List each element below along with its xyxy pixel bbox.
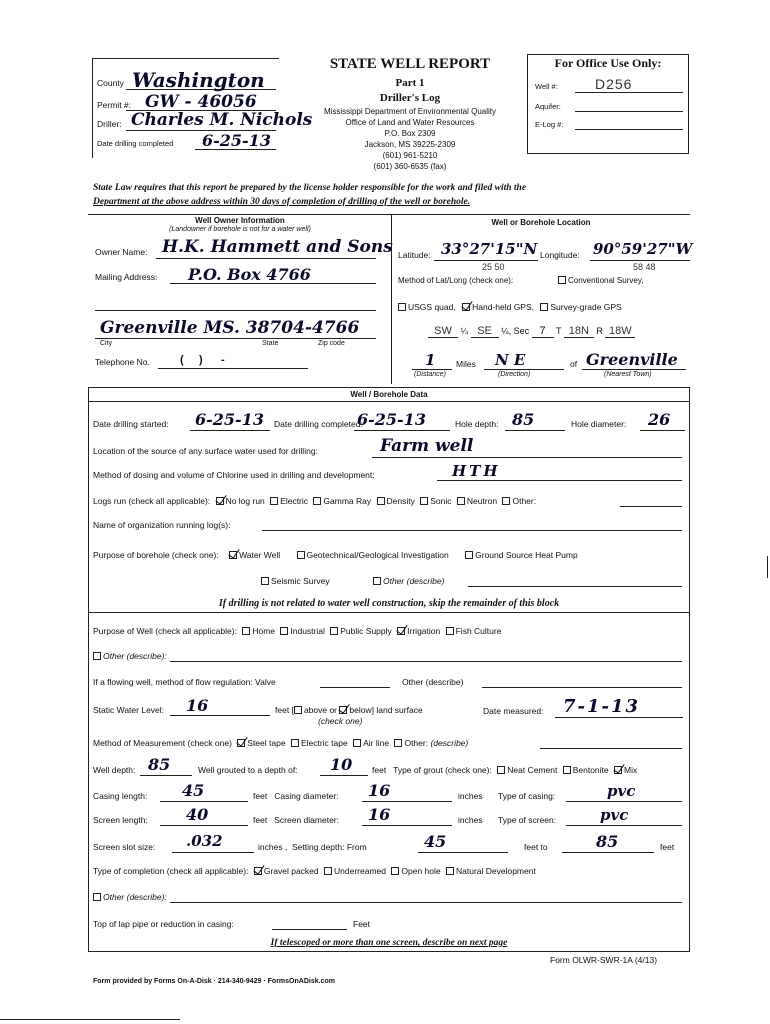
- seismic-option[interactable]: [261, 576, 330, 586]
- hole-depth-line: [505, 430, 565, 431]
- casing-diameter-label: feet Casing diameter:: [253, 791, 339, 801]
- handgps-label: Hand-held GPS,: [472, 302, 535, 312]
- well-data-title-rule: [88, 401, 690, 402]
- owner-section-note: (Landowner if borehole is not for a water well): [169, 226, 311, 233]
- other-completion-line[interactable]: [170, 902, 682, 903]
- city-line: [95, 338, 376, 339]
- natural-dev-checkbox[interactable]: [446, 867, 454, 875]
- distance-value[interactable]: 1: [425, 351, 436, 369]
- water-source-value[interactable]: Farm well: [380, 436, 474, 456]
- other-well-option[interactable]: [93, 651, 167, 661]
- logs-label: Logs run (check all applicable):: [93, 496, 211, 506]
- flow-label: If a flowing well, method of flow regulation: Valve: [93, 677, 276, 687]
- mailing-address-label: Mailing Address:: [95, 272, 158, 282]
- grout-type-row: [372, 765, 637, 775]
- other-purpose-checkbox[interactable]: [373, 577, 381, 585]
- casing-type-value[interactable]: pvc: [607, 782, 636, 800]
- owner-name-line: [156, 258, 376, 259]
- completed-date-value[interactable]: 6-25-13: [357, 410, 426, 429]
- quarter2-value[interactable]: SE: [471, 325, 499, 338]
- flow-valve-line[interactable]: [320, 687, 390, 688]
- quarter-section-row: [428, 325, 635, 338]
- other-method-describe: (describe): [430, 738, 469, 748]
- completion-label: Type of completion (check all applicable):: [93, 866, 249, 876]
- screen-inches-label: inches: [458, 815, 483, 825]
- below-checkbox[interactable]: [339, 706, 347, 714]
- density-label: Density: [386, 496, 415, 506]
- screen-length-value[interactable]: 40: [186, 805, 209, 824]
- geotech-checkbox[interactable]: [297, 551, 305, 559]
- well-depth-line: [140, 775, 192, 776]
- air-line-checkbox[interactable]: [353, 739, 361, 747]
- geotech-label: Geotechnical/Geological Investigation: [306, 550, 449, 560]
- completed-date-label: Date drilling completed:: [274, 419, 363, 429]
- location-section-title: Well or Borehole Location: [491, 218, 591, 227]
- date-completed-value[interactable]: 6-25-13: [202, 131, 271, 150]
- public-supply-checkbox[interactable]: [330, 627, 338, 635]
- direction-line: [484, 369, 564, 370]
- other-method-label: Other:: [404, 738, 429, 748]
- date-measured-line: [555, 717, 683, 718]
- other-well-label: Other (describe):: [103, 651, 167, 661]
- no-log-checkbox[interactable]: [216, 497, 224, 505]
- longitude-label: Longitude:: [540, 250, 580, 260]
- gravel-packed-checkbox[interactable]: [254, 867, 262, 875]
- skip-rule: [88, 612, 690, 613]
- fish-culture-checkbox[interactable]: [446, 627, 454, 635]
- below-label: below: [349, 705, 372, 715]
- neutron-label: Neutron: [466, 496, 498, 506]
- section-value[interactable]: 7: [532, 325, 554, 338]
- industrial-checkbox[interactable]: [280, 627, 288, 635]
- grouted-line: [320, 775, 368, 776]
- direction-label: (Direction): [498, 371, 531, 378]
- permit-value[interactable]: GW - 46056: [145, 92, 257, 112]
- neat-cement-label: Neat Cement: [507, 765, 558, 775]
- seismic-label: Seismic Survey: [271, 576, 330, 586]
- purpose-well-row: [93, 626, 501, 636]
- distance-label: (Distance): [414, 371, 446, 378]
- static-feet-label: feet: [275, 705, 290, 715]
- well-data-section-title: Well / Borehole Data: [350, 390, 428, 399]
- other-completion-checkbox[interactable]: [93, 893, 101, 901]
- town-value[interactable]: Greenville: [586, 350, 678, 369]
- static-level-units: [275, 705, 423, 715]
- method-conventional[interactable]: [558, 276, 643, 285]
- below-bracket: ]: [371, 705, 374, 715]
- seismic-checkbox[interactable]: [261, 577, 269, 585]
- conventional-checkbox[interactable]: [558, 276, 566, 284]
- above-label: above or: [303, 705, 338, 715]
- form-number: Form OLWR-SWR-1A (4/13): [550, 955, 658, 965]
- start-date-value[interactable]: 6-25-13: [195, 410, 264, 429]
- latitude-value[interactable]: 33°27'15"N: [441, 240, 538, 258]
- purpose-borehole-row: [93, 550, 578, 560]
- industrial-label: Industrial: [290, 626, 325, 636]
- township-label: T: [555, 326, 562, 336]
- other-completion-label: Other (describe):: [103, 892, 167, 902]
- land-surface-label: land surface: [376, 705, 423, 715]
- distance-line: [412, 369, 452, 370]
- other-completion-option[interactable]: [93, 892, 167, 902]
- steel-tape-label: Steel tape: [247, 738, 286, 748]
- hole-diameter-value[interactable]: 26: [648, 410, 671, 429]
- static-level-value[interactable]: 16: [186, 696, 209, 715]
- purpose-well-label: Purpose of Well (check all applicable):: [93, 626, 237, 636]
- right-edge-mark: [767, 556, 768, 578]
- agency-office: Office of Land and Water Resources: [345, 118, 475, 127]
- other-method-checkbox[interactable]: [394, 739, 402, 747]
- heat-pump-label: Ground Source Heat Pump: [475, 550, 578, 560]
- grouted-value[interactable]: 10: [330, 755, 353, 774]
- gamma-checkbox[interactable]: [313, 497, 321, 505]
- notice-line-1: State Law requires that this report be prepared by the license holder responsible for the work and filed with the: [93, 183, 527, 193]
- bentonite-checkbox[interactable]: [563, 766, 571, 774]
- public-supply-label: Public Supply: [340, 626, 392, 636]
- check-one-note: (check one): [318, 716, 363, 726]
- casing-diameter-value[interactable]: 16: [368, 781, 391, 800]
- longitude-line: [590, 260, 690, 261]
- driller-value[interactable]: Charles M. Nichols: [131, 110, 313, 130]
- measurement-row: [93, 738, 468, 748]
- range-value[interactable]: 18W: [605, 325, 635, 338]
- well-number-label: Well #:: [535, 82, 558, 91]
- chlorine-line: [437, 480, 682, 481]
- report-subtitle: Driller's Log: [379, 92, 441, 104]
- screen-type-line: [566, 825, 682, 826]
- casing-type-line: [566, 801, 682, 802]
- owner-name-value[interactable]: H.K. Hammett and Sons: [162, 237, 393, 257]
- well-number-line: [575, 92, 683, 93]
- agency-address2: Jackson, MS 39225-2309: [364, 140, 456, 149]
- surveygps-checkbox[interactable]: [540, 303, 548, 311]
- county-value[interactable]: Washington: [132, 68, 265, 92]
- casing-length-label: Casing length:: [93, 791, 148, 801]
- zip-label: Zip code: [318, 340, 345, 347]
- measurement-label: Method of Measurement (check one): [93, 738, 232, 748]
- bentonite-label: Bentonite: [572, 765, 609, 775]
- feet-to-label: feet to: [524, 842, 548, 852]
- completed-date-line: [354, 430, 450, 431]
- gamma-label: Gamma Ray: [323, 496, 372, 506]
- screen-diameter-line: [362, 825, 452, 826]
- well-depth-label: Well depth:: [93, 765, 136, 775]
- casing-length-value[interactable]: 45: [182, 781, 205, 800]
- purpose-borehole-label: Purpose of borehole (check one):: [93, 550, 219, 560]
- static-level-label: Static Water Level:: [93, 705, 165, 715]
- usgs-label: USGS quad,: [408, 302, 456, 312]
- casing-inches-label: inches: [458, 791, 483, 801]
- irrigation-label: Irrigation: [407, 626, 441, 636]
- township-value[interactable]: 18N: [564, 325, 594, 338]
- well-number-value[interactable]: D256: [595, 76, 633, 92]
- bottom-edge-rule: [0, 1019, 180, 1020]
- town-label: (Nearest Town): [604, 371, 652, 378]
- grout-type-label: feet Type of grout (check one):: [372, 765, 492, 775]
- aquifer-line[interactable]: [575, 111, 683, 112]
- open-hole-label: Open hole: [401, 866, 441, 876]
- state-label: State: [262, 340, 279, 347]
- direction-value[interactable]: N E: [495, 351, 526, 369]
- static-level-line: [170, 715, 270, 716]
- aquifer-label: Aquifer:: [535, 102, 561, 111]
- completion-row: [93, 866, 536, 876]
- well-depth-value[interactable]: 85: [148, 755, 171, 774]
- setting-to-line: [562, 852, 654, 853]
- fish-culture-label: Fish Culture: [455, 626, 502, 636]
- address-line-2: [95, 310, 376, 311]
- heat-pump-checkbox[interactable]: [465, 551, 473, 559]
- neat-cement-checkbox[interactable]: [497, 766, 505, 774]
- log-org-line[interactable]: [262, 530, 682, 531]
- setting-depth-label: inches , Setting depth: From: [258, 842, 367, 852]
- log-org-label: Name of organization running log(s):: [93, 520, 231, 530]
- air-line-label: Air line: [363, 738, 390, 748]
- screen-length-line: [160, 825, 248, 826]
- agency-fax: (601) 360-6535 (fax): [373, 162, 447, 171]
- logs-row: [93, 496, 536, 506]
- owner-section-title: Well Owner Information: [195, 216, 285, 225]
- latlong-method-label: Method of Lat/Long (check one):: [398, 276, 514, 285]
- other-method-line[interactable]: [540, 748, 682, 749]
- elog-line[interactable]: [575, 129, 683, 130]
- office-use-title: For Office Use Only:: [554, 56, 662, 70]
- of-label: of: [570, 359, 578, 369]
- setting-feet-label: feet: [660, 842, 675, 852]
- underreamed-checkbox[interactable]: [324, 867, 332, 875]
- casing-type-label: Type of casing:: [498, 791, 556, 801]
- elog-label: E-Log #:: [535, 120, 564, 129]
- chlorine-label: Method of dosing and volume of Chlorine used in drilling and development:: [93, 470, 375, 480]
- screen-type-value[interactable]: pvc: [600, 806, 629, 824]
- start-date-line: [190, 430, 270, 431]
- conventional-label: Conventional Survey,: [568, 276, 644, 285]
- open-hole-checkbox[interactable]: [391, 867, 399, 875]
- home-label: Home: [252, 626, 276, 636]
- permit-label: Permit #:: [97, 100, 132, 110]
- longitude-alt-value[interactable]: 58 48: [633, 262, 656, 272]
- water-source-line: [372, 457, 682, 458]
- sonic-label: Sonic: [430, 496, 452, 506]
- quarter1-value[interactable]: SW: [428, 325, 458, 338]
- irrigation-checkbox[interactable]: [397, 627, 405, 635]
- telescoped-note: If telescoped or more than one screen, describe on next page: [270, 938, 508, 948]
- handgps-checkbox[interactable]: [462, 303, 470, 311]
- electric-tape-checkbox[interactable]: [291, 739, 299, 747]
- water-well-checkbox[interactable]: [229, 551, 237, 559]
- setting-from-line: [418, 852, 508, 853]
- lap-feet-label: Feet: [353, 919, 371, 929]
- telephone-value[interactable]: ( ) -: [180, 354, 225, 366]
- start-date-label: Date drilling started:: [93, 419, 169, 429]
- grouted-label: Well grouted to a depth of:: [198, 765, 298, 775]
- casing-diameter-line: [362, 801, 452, 802]
- hole-depth-label: Hole depth:: [455, 419, 499, 429]
- telephone-line: [158, 368, 308, 369]
- neutron-checkbox[interactable]: [457, 497, 465, 505]
- other-purpose-label: Other (describe): [383, 576, 445, 586]
- driller-label: Driller:: [97, 119, 122, 129]
- screen-diameter-label: feet Screen diameter:: [253, 815, 339, 825]
- other-well-line[interactable]: [170, 661, 682, 662]
- electric-log-label: Electric: [280, 496, 309, 506]
- quarter-sep2: ¼, Sec: [501, 326, 530, 336]
- range-label: R: [596, 326, 603, 336]
- electric-log-checkbox[interactable]: [270, 497, 278, 505]
- agency-name: Mississippi Department of Environmental Quality: [323, 107, 497, 116]
- county-label: County: [97, 78, 124, 88]
- city-label: City: [100, 340, 113, 347]
- mailing-address-value[interactable]: P.O. Box 4766: [188, 265, 311, 284]
- hole-diameter-line: [640, 430, 685, 431]
- date-measured-value[interactable]: 7-1-13: [563, 696, 641, 717]
- agency-phone: (601) 961-5210: [382, 151, 438, 160]
- electric-tape-label: Electric tape: [300, 738, 348, 748]
- mix-checkbox[interactable]: [614, 766, 622, 774]
- slot-size-label: Screen slot size:: [93, 842, 156, 852]
- quarter-sep1: ¼: [460, 326, 469, 336]
- water-well-label: Water Well: [239, 550, 281, 560]
- date-measured-label: Date measured:: [483, 706, 544, 716]
- other-well-checkbox[interactable]: [93, 652, 101, 660]
- casing-length-line: [160, 801, 248, 802]
- skip-note: If drilling is not related to water well construction, skip the remainder of this block: [218, 598, 560, 609]
- flow-other-label: Other (describe): [402, 677, 464, 687]
- screen-type-label: Type of screen:: [498, 815, 557, 825]
- slot-size-value[interactable]: .032: [186, 832, 223, 850]
- mix-label: Mix: [624, 765, 638, 775]
- other-log-checkbox[interactable]: [502, 497, 510, 505]
- method-row-2: [398, 302, 622, 312]
- chlorine-value[interactable]: HTH: [452, 462, 501, 480]
- surveygps-label: Survey-grade GPS: [550, 302, 622, 312]
- other-purpose-line[interactable]: [468, 586, 682, 587]
- home-checkbox[interactable]: [242, 627, 250, 635]
- agency-address1: P.O. Box 2309: [384, 129, 436, 138]
- lap-pipe-line[interactable]: [272, 929, 347, 930]
- gravel-packed-label: Gravel packed: [263, 866, 319, 876]
- no-log-label: No log run: [225, 496, 265, 506]
- date-completed-label: Date drilling completed: [97, 139, 174, 148]
- other-purpose-option[interactable]: [373, 576, 444, 586]
- owner-name-label: Owner Name:: [95, 247, 148, 257]
- miles-label: Miles: [456, 359, 476, 369]
- density-checkbox[interactable]: [377, 497, 385, 505]
- flow-other-line[interactable]: [482, 687, 682, 688]
- hole-diameter-label: Hole diameter:: [571, 419, 627, 429]
- latitude-line: [434, 260, 538, 261]
- city-state-zip-value[interactable]: Greenville MS. 38704-4766: [100, 318, 360, 338]
- setting-to-value[interactable]: 85: [596, 832, 619, 851]
- lap-pipe-label: Top of lap pipe or reduction in casing:: [93, 919, 234, 929]
- steel-tape-checkbox[interactable]: [237, 739, 245, 747]
- telephone-label: Telephone No.: [95, 357, 150, 367]
- water-source-label: Location of the source of any surface water used for drilling:: [93, 446, 318, 456]
- screen-length-label: Screen length:: [93, 815, 148, 825]
- hole-depth-value[interactable]: 85: [512, 410, 535, 429]
- report-part: Part 1: [395, 77, 425, 89]
- above-bracket: [: [291, 705, 294, 715]
- above-checkbox[interactable]: [291, 705, 302, 715]
- underreamed-label: Underreamed: [334, 866, 386, 876]
- screen-diameter-value[interactable]: 16: [368, 805, 391, 824]
- setting-from-value[interactable]: 45: [424, 832, 447, 851]
- other-log-label: Other:: [512, 496, 537, 506]
- latitude-alt-value[interactable]: 25 50: [482, 262, 505, 272]
- latitude-label: Latitude:: [398, 250, 431, 260]
- other-log-line[interactable]: [620, 506, 682, 507]
- natural-dev-label: Natural Development: [455, 866, 536, 876]
- report-title: STATE WELL REPORT: [329, 56, 491, 72]
- slot-size-line: [172, 852, 254, 853]
- town-line: [582, 369, 686, 370]
- usgs-checkbox[interactable]: [398, 303, 406, 311]
- longitude-value[interactable]: 90°59'27"W: [593, 240, 693, 258]
- notice-line-2: Department at the above address within 30 days of completion of drilling of the well or borehole.: [93, 197, 471, 207]
- sonic-checkbox[interactable]: [420, 497, 428, 505]
- form-provider: Form provided by Forms On-A-Disk · 214-340-9429 · FormsOnADisk.com: [93, 978, 335, 985]
